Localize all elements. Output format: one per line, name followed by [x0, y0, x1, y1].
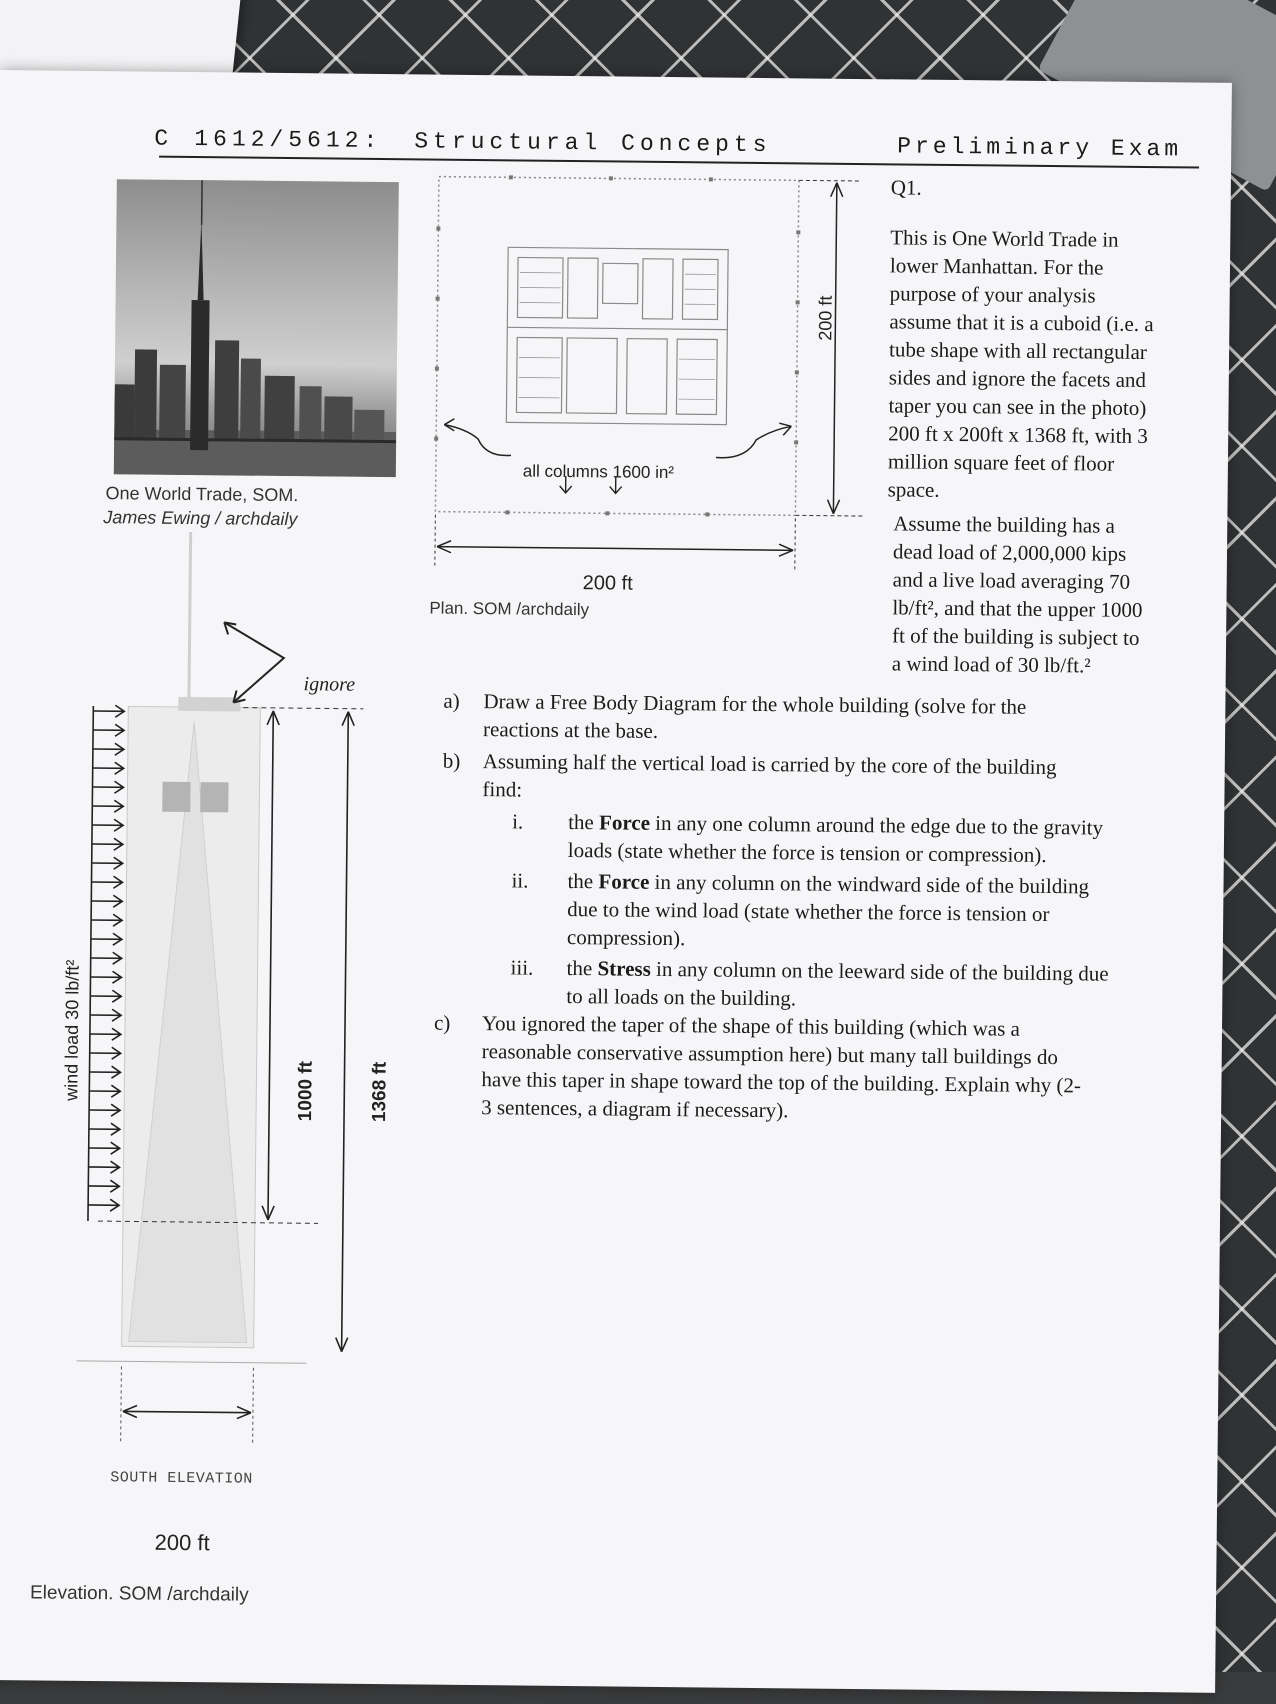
wind-arrow — [92, 800, 123, 812]
text-line: lower Manhattan. For the — [889, 253, 1104, 280]
text-line: This is One World Trade in — [890, 225, 1119, 252]
exam-sheet — [0, 70, 1232, 1693]
question-loads — [892, 509, 1144, 680]
part-c-label: c) — [433, 1010, 451, 1035]
columns-left-arrow — [444, 425, 511, 456]
wind-arrow — [93, 724, 124, 736]
text-line: dead load of 2,000,000 kips — [892, 539, 1127, 566]
wind-arrow — [88, 1199, 119, 1211]
wind-arrow — [91, 933, 122, 945]
text-line: Draw a Free Body Diagram for the whole building (solve for the — [483, 689, 1027, 719]
photo-caption-line2: James Ewing / archdaily — [103, 507, 298, 530]
columns-label: all columns 1600 in² — [522, 461, 675, 483]
photo-caption-line1: One World Trade, SOM. — [105, 483, 299, 506]
text-line: have this taper in shape toward the top of the building. Explain why (2- — [481, 1067, 1082, 1098]
plan-depth-label: 200 ft — [815, 295, 836, 341]
text-line: ft of the building is subject to — [892, 623, 1140, 650]
wind-arrow — [91, 952, 122, 964]
text-line: a wind load of 30 lb/ft.² — [891, 651, 1091, 678]
part-a-label: a) — [443, 688, 460, 713]
text-line: reasonable conservative assumption here) but many tall buildings do — [481, 1039, 1059, 1070]
text-line: find: — [482, 777, 523, 802]
wind-arrows — [88, 705, 124, 1211]
text-line: and a live load averaging 70 — [892, 567, 1131, 594]
question-intro — [888, 223, 1155, 506]
text-line: lb/ft², and that the upper 1000 — [892, 595, 1143, 622]
wind-arrow — [91, 914, 122, 926]
wind-arrow — [93, 705, 124, 717]
text-run: the — [566, 955, 598, 981]
part-b-item-label: i. — [512, 809, 524, 834]
wind-arrow — [90, 1009, 121, 1021]
elevation-width-dimension — [123, 1411, 251, 1412]
part-b-item-text — [566, 954, 1207, 1017]
text-line: million square feet of floor — [887, 449, 1115, 476]
wind-arrow — [90, 971, 121, 983]
text-line: space. — [887, 477, 940, 502]
text-line: taper you can see in the photo) — [888, 393, 1147, 421]
text-line: You ignored the taper of the shape of this building (which was a — [481, 1011, 1021, 1041]
part-b-text — [482, 747, 1056, 809]
elevation-caption: Elevation. SOM /archdaily — [29, 1582, 249, 1606]
wind-arrow — [92, 781, 123, 793]
floor-plan-drawing — [425, 166, 889, 601]
ignore-label: ignore — [303, 673, 356, 696]
part-b-item-text — [567, 867, 1208, 958]
text-line: tube shape with all rectangular — [888, 337, 1147, 365]
text-run: in any one column around the edge due to the gravity — [649, 810, 1104, 840]
wind-arrow — [89, 1066, 120, 1078]
text-run: the — [568, 809, 600, 835]
course-prefix-glyph: C — [154, 125, 174, 152]
question-number: Q1. — [890, 175, 922, 200]
wind-arrow — [90, 1047, 121, 1059]
wind-arrow — [91, 895, 122, 907]
exam-title: Preliminary Exam — [897, 133, 1183, 163]
text-line: 200 ft x 200ft x 1368 ft, with 3 — [888, 421, 1148, 449]
text-line: sides and ignore the facets and — [888, 365, 1147, 393]
wind-arrow — [93, 743, 124, 755]
text-line: Assuming half the vertical load is carried by the core of the building — [482, 749, 1057, 780]
wind-arrow — [89, 1104, 120, 1116]
wind-arrow — [89, 1123, 120, 1135]
wind-arrow — [93, 762, 124, 774]
wind-load-line — [88, 706, 93, 1221]
text-line: 3 sentences, a diagram if necessary). — [481, 1095, 789, 1123]
height-1368-label: 1368 ft — [369, 1061, 391, 1123]
skyline-illustration — [114, 179, 399, 477]
text-line: reactions at the base. — [482, 717, 659, 743]
wind-arrow — [88, 1180, 119, 1192]
text-line: due to the wind load (state whether the force is tension or — [567, 896, 1050, 927]
part-b-label: b) — [442, 748, 461, 773]
part-c-text — [481, 1009, 1082, 1127]
wind-arrow — [88, 1161, 119, 1173]
part-b-item-label: ii. — [511, 868, 529, 893]
wind-arrow — [91, 876, 122, 888]
wind-arrow — [90, 1028, 121, 1040]
elevation-drawing — [36, 520, 416, 1444]
plan-caption: Plan. SOM /archdaily — [429, 598, 590, 620]
wind-load-label: wind load 30 lb/ft² — [61, 959, 83, 1101]
plan-depth-dimension — [833, 183, 836, 514]
bold-term: Stress — [597, 956, 651, 981]
bold-term: Force — [598, 869, 650, 894]
part-a-text — [483, 687, 1026, 749]
columns-right-arrow — [716, 426, 791, 459]
text-run: in any column on the leeward side of the building due — [650, 956, 1109, 986]
height-1368-dimension — [342, 712, 349, 1352]
text-line: to all loads on the building. — [566, 983, 797, 1011]
wind-arrow — [89, 1142, 120, 1154]
text-line: loads (state whether the force is tension or compression). — [567, 837, 1047, 868]
bold-term: Force — [598, 810, 651, 835]
south-elevation-label: SOUTH ELEVATION — [110, 1469, 253, 1488]
wind-arrow — [92, 838, 123, 850]
wind-arrow — [90, 990, 121, 1002]
wind-arrow — [92, 857, 123, 869]
plan-width-dimension — [437, 547, 793, 551]
wind-arrow — [92, 819, 123, 831]
text-run: in any column on the windward side of the building — [649, 869, 1090, 899]
ignore-arrow — [223, 622, 284, 703]
part-b-item-label: iii. — [510, 955, 534, 980]
text-line: compression). — [566, 924, 686, 951]
height-1000-label: 1000 ft — [295, 1060, 317, 1122]
wind-arrow — [89, 1085, 120, 1097]
plan-width-label: 200 ft — [582, 572, 633, 595]
course-number: 1612/5612: — [194, 126, 383, 155]
text-line: purpose of your analysis — [889, 281, 1096, 308]
text-line: Assume the building has a — [893, 511, 1116, 538]
text-line: assume that it is a cuboid (i.e. a — [889, 309, 1154, 337]
height-1000-dimension — [268, 711, 273, 1220]
elevation-width-label: 200 ft — [154, 1529, 210, 1556]
part-b-item-text — [568, 808, 1209, 871]
course-title: Structural Concepts — [414, 128, 772, 159]
one-world-trade-photo — [114, 179, 399, 477]
text-run: the — [567, 868, 599, 894]
